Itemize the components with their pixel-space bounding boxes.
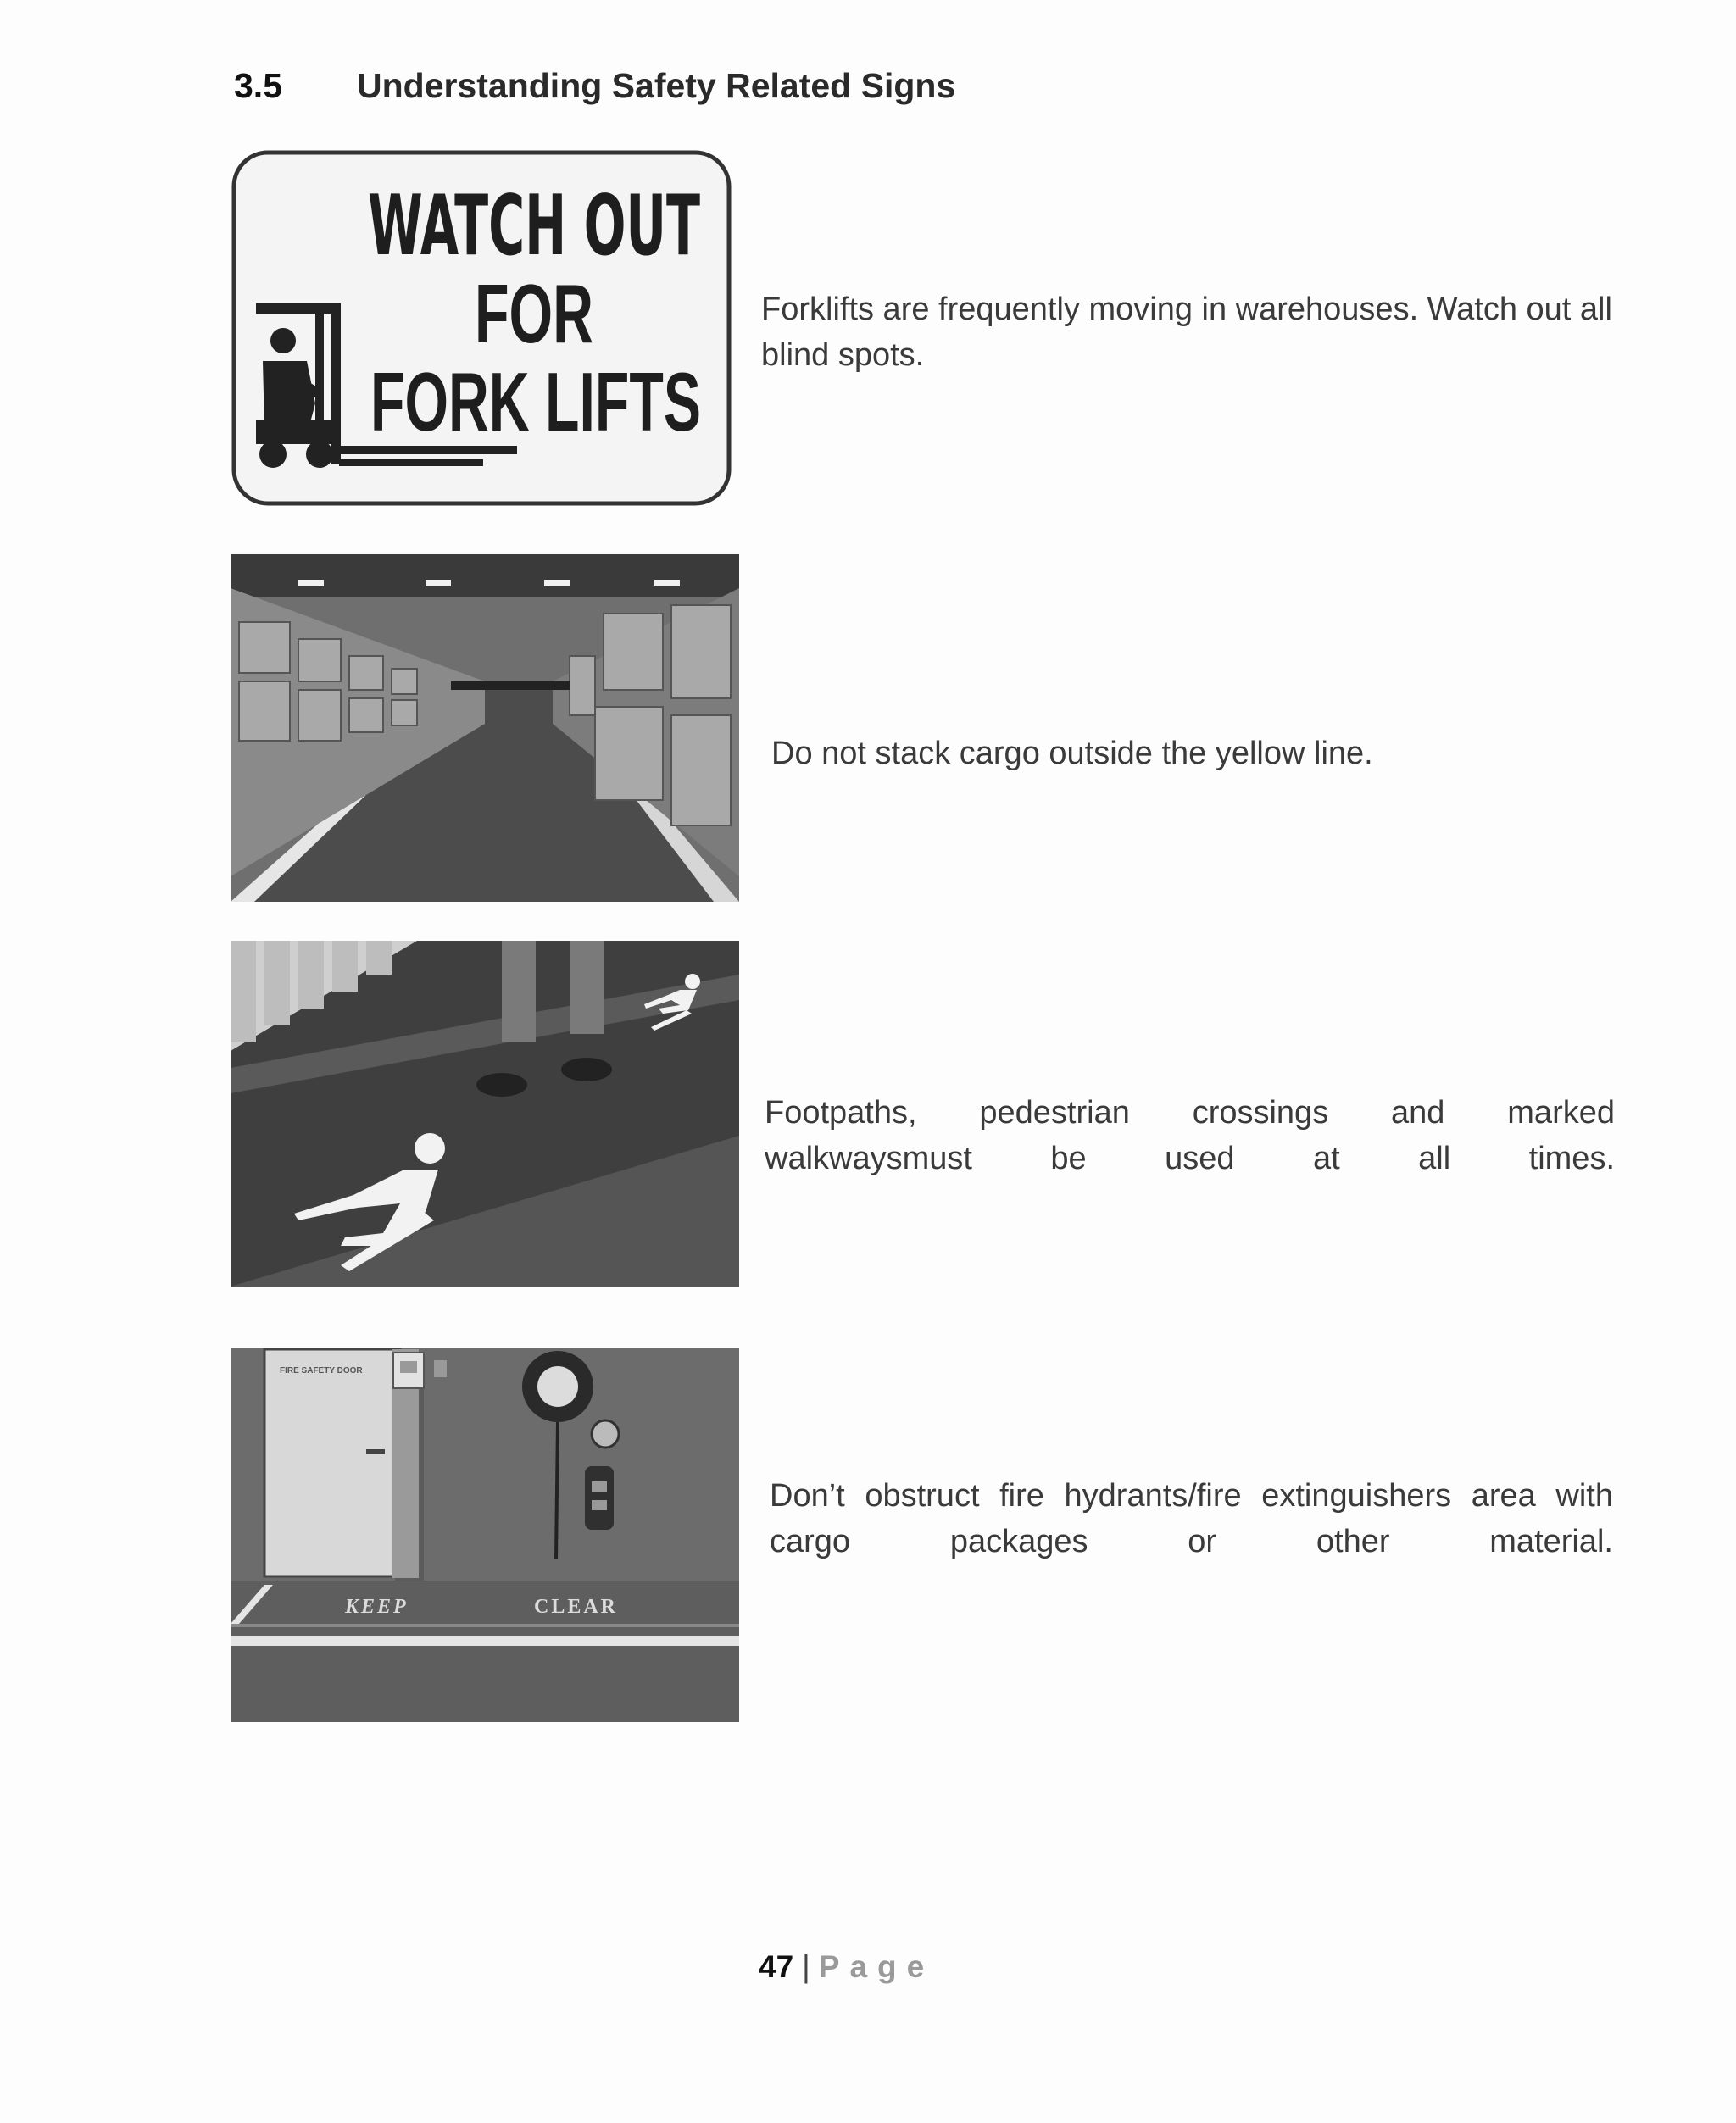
door-label: FIRE SAFETY DOOR bbox=[280, 1366, 363, 1376]
floor-text-keep: KEEP bbox=[345, 1596, 409, 1618]
caption-fire-equipment: Don’t obstruct fire hydrants/fire extinguishers area with cargo packages or other material. bbox=[770, 1478, 1613, 1559]
caption-forklifts: Forklifts are frequently moving in warehouses. Watch out all blind spots. bbox=[761, 292, 1612, 373]
caption-walkways: Footpaths, pedestrian crossings and marked walkwaysmust be used at all times. bbox=[765, 1095, 1615, 1176]
floor-text-clear: CLEAR bbox=[534, 1596, 619, 1618]
page-number: 47 bbox=[759, 1949, 794, 1984]
forklift-warning-sign bbox=[231, 149, 732, 507]
page-footer bbox=[759, 1949, 934, 1985]
section-title: Understanding Safety Related Signs bbox=[357, 66, 956, 105]
sign-line-1: WATCH OUT bbox=[368, 178, 700, 275]
fire-equipment-photo bbox=[231, 1348, 739, 1722]
caption-yellow-line: Do not stack cargo outside the yellow line. bbox=[771, 736, 1373, 771]
sign-line-2: FOR bbox=[475, 267, 593, 360]
pedestrian-walkway-photo bbox=[231, 941, 739, 1287]
page-label: Page bbox=[818, 1949, 935, 1984]
sign-line-3: FORK LIFTS bbox=[370, 355, 701, 448]
warehouse-aisle-photo bbox=[231, 554, 739, 902]
footer-separator: | bbox=[802, 1949, 810, 1984]
section-heading bbox=[234, 66, 955, 106]
section-number: 3.5 bbox=[234, 66, 282, 105]
